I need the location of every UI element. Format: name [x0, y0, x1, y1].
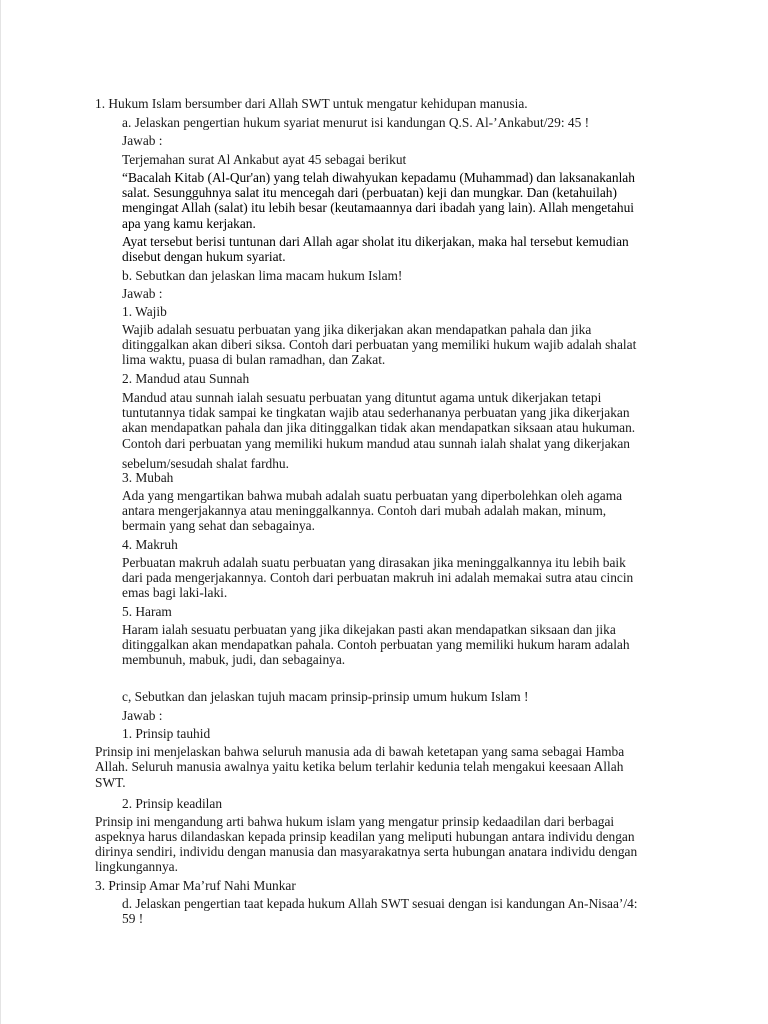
question-1b: b. Sebutkan dan jelaskan lima macam hukum Islam!: [122, 268, 403, 283]
hukum-text: sebelum/sesudah shalat fardhu.: [122, 456, 289, 471]
hukum-text: Mandud atau sunnah ialah sesuatu perbuatan yang dituntut agama untuk dikerjakan tetapi: [122, 390, 602, 405]
hukum-text: ditinggalkan akan diberi siksa. Contoh dari perbuatan yang memiliki hukum wajib adalah shalat: [122, 337, 637, 352]
prinsip-title-tauhid: 1. Prinsip tauhid: [122, 726, 211, 741]
hukum-title-haram: 5. Haram: [122, 604, 172, 619]
prinsip-title-keadilan: 2. Prinsip keadilan: [122, 796, 223, 811]
hukum-text: Wajib adalah sesuatu perbuatan yang jika dikerjakan akan mendapatkan pahala dan jika: [122, 322, 592, 337]
prinsip-text: SWT.: [95, 775, 126, 790]
hukum-text: Ada yang mengartikan bahwa mubah adalah suatu perbuatan yang diperbolehkan oleh agama: [122, 488, 623, 503]
hukum-text: Haram ialah sesuatu perbuatan yang jika dikejakan pasti akan mendapatkan siksaan dan jika: [122, 622, 616, 637]
question-1: 1. Hukum Islam bersumber dari Allah SWT untuk mengatur kehidupan manusia.: [95, 96, 528, 111]
prinsip-text: Allah. Seluruh manusia awalnya yaitu ketika belum terlahir kedunia telah mengakui keesaan Allah: [95, 759, 624, 774]
hukum-text: tuntutannya tidak sampai ke tingkatan wajib atau sederhananya perbuatan yang jika dikerjakan: [122, 405, 630, 420]
question-1c: c, Sebutkan dan jelaskan tujuh macam prinsip-prinsip umum hukum Islam !: [122, 689, 529, 704]
hukum-title-sunnah: 2. Mandud atau Sunnah: [122, 371, 250, 386]
hukum-text: emas bagi laki-laki.: [122, 585, 228, 600]
hukum-title-mubah: 3. Mubah: [122, 470, 174, 485]
answer-label: Jawab :: [122, 286, 163, 301]
question-1a: a. Jelaskan pengertian hukum syariat menurut isi kandungan Q.S. Al-’Ankabut/29: 45 !: [122, 115, 590, 130]
hukum-text: dari pada mengerjakannya. Contoh dari perbuatan makruh ini adalah memakai sutra atau cincin: [122, 570, 634, 585]
prinsip-text: dirinya sendiri, individu dengan manusia dan masyarakatnya serta hubungan anatara individu dengan: [95, 844, 638, 859]
hukum-text: bermain yang sehat dan sebagainya.: [122, 518, 315, 533]
hukum-title-wajib: 1. Wajib: [122, 304, 167, 319]
hukum-text: antara mengerjakannya atau meninggalkannya. Contoh dari mubah adalah makan, minum,: [122, 503, 607, 518]
hukum-text: membunuh, mabuk, judi, dan sebagainya.: [122, 652, 346, 667]
hukum-text: Perbuatan makruh adalah suatu perbuatan yang dirasakan jika meninggalkannya itu lebih baik: [122, 555, 626, 570]
page-edge: [0, 0, 1, 1024]
quote-line: mengingat Allah (salat) itu lebih besar (keutamaannya dari ibadah yang lain). Allah mengetahui: [122, 200, 635, 215]
verse-explanation: Ayat tersebut berisi tuntunan dari Allah agar sholat itu dikerjakan, maka hal tersebut kemudian: [122, 234, 629, 249]
hukum-text: akan mendapatkan pahala dan jika ditinggalkan tidak akan mendapatkan siksaan atau hukuman.: [122, 420, 636, 435]
verse-explanation: disebut dengan hukum syariat.: [122, 249, 286, 264]
quote-line: salat. Sesungguhnya salat itu mencegah dari (perbuatan) keji dan mungkar. Dan (ketahuilah): [122, 185, 617, 200]
prinsip-text: lingkungannya.: [95, 859, 178, 874]
answer-label: Jawab :: [122, 708, 163, 723]
prinsip-text: aspeknya harus dilandaskan kepada prinsip keadilan yang meliputi hubungan antara individu dengan: [95, 829, 635, 844]
hukum-text: ditinggalkan akan mendapatkan pahala. Contoh perbuatan yang memiliki hukum haram adalah: [122, 637, 630, 652]
quote-line: “Bacalah Kitab (Al-Qur'an) yang telah diwahyukan kepadamu (Muhammad) dan laksanakanlah: [122, 170, 635, 185]
quote-line: apa yang kamu kerjakan.: [122, 216, 256, 231]
hukum-text: lima waktu, puasa di bulan ramadhan, dan Zakat.: [122, 352, 386, 367]
question-1d: 59 !: [122, 911, 144, 926]
hukum-title-makruh: 4. Makruh: [122, 537, 178, 552]
answer-label: Jawab :: [122, 133, 163, 148]
translation-intro: Terjemahan surat Al Ankabut ayat 45 sebagai berikut: [122, 152, 407, 167]
question-1d: d. Jelaskan pengertian taat kepada hukum Allah SWT sesuai dengan isi kandungan An-Nisaa’/4:: [122, 896, 638, 911]
prinsip-title-amar-maruf: 3. Prinsip Amar Ma’ruf Nahi Munkar: [95, 878, 296, 893]
hukum-text: Contoh dari perbuatan yang memiliki hukum mandud atau sunnah ialah shalat yang dikerjakan: [122, 436, 630, 451]
prinsip-text: Prinsip ini menjelaskan bahwa seluruh manusia ada di bawah ketetapan yang sama sebagai Hamba: [95, 744, 625, 759]
prinsip-text: Prinsip ini mengandung arti bahwa hukum islam yang mengatur prinsip kedaadilan dari berbagai: [95, 814, 615, 829]
